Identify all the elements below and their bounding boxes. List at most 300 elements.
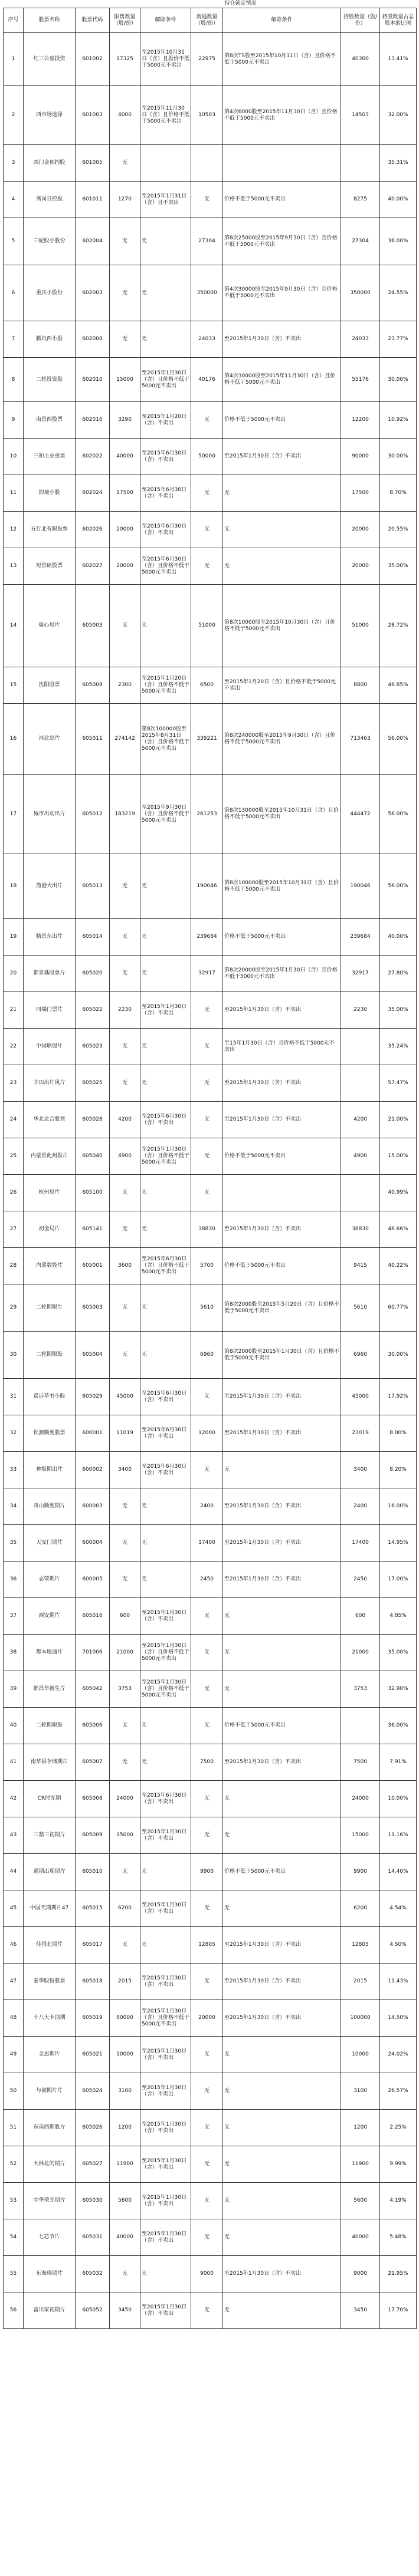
cell-seq: 26: [4, 1175, 24, 1211]
cell-stock-code: 602026: [76, 512, 110, 548]
cell-stock-code: 605040: [76, 1138, 110, 1175]
cell-holding-ratio: 4.85%: [380, 1598, 417, 1635]
cell-tradable-qty: 32917: [191, 956, 223, 992]
cell-seq: 16: [4, 704, 24, 775]
super-header-title: 持仓锁定情况: [224, 1, 257, 6]
cell-holding-ratio: 46.66%: [380, 1211, 417, 1248]
table-row: [4, 1708, 417, 1744]
cell-holding-ratio: 35.24%: [380, 1029, 417, 1065]
cell-tradable-qty: 无: [191, 2037, 223, 2073]
cell-holding-ratio: 35.00%: [380, 1635, 417, 1671]
cell-restricted-qty: 20000: [110, 512, 140, 548]
cell-holding-ratio: 20.55%: [380, 512, 417, 548]
cell-restricted-qty: 21000: [110, 1635, 140, 1671]
cell-release-condition-2: 至2015年1月30日（含）不卖出: [223, 992, 341, 1029]
cell-holding-ratio: 56.00%: [380, 775, 417, 854]
table-row: [4, 1102, 417, 1138]
cell-stock-code: 605013: [76, 854, 110, 919]
cell-release-condition-2: 至2015年1月30日（含）不卖出: [223, 1927, 341, 1964]
cell-release-condition-2: 至2015年1月30日（含）不卖出: [223, 1488, 341, 1525]
super-header-row: [4, 0, 417, 8]
table-row: [4, 548, 417, 585]
cell-holding-ratio: 23.77%: [380, 321, 417, 358]
cell-stock-name: 遥远草书小股: [24, 1379, 76, 1415]
cell-seq: 32: [4, 1415, 24, 1452]
cell-release-condition-2: 无: [223, 1890, 341, 1927]
cell-holding-ratio: 17.70%: [380, 2292, 417, 2329]
cell-release-condition: 至2015年1月31日（含）且不卖出: [140, 182, 191, 218]
cell-holding-qty: 9000: [341, 2256, 380, 2292]
cell-holding-ratio: 4.50%: [380, 1927, 417, 1964]
cell-restricted-qty: 5600: [110, 2183, 140, 2219]
cell-release-condition: 至2015年1月30日（含）不卖出: [140, 2292, 191, 2329]
cell-tradable-qty: 无: [191, 1102, 223, 1138]
cell-stock-code: 605029: [76, 1379, 110, 1415]
cell-release-condition-2: 至2015年1月30日（含）不卖出: [223, 1065, 341, 1102]
cell-seq: 37: [4, 1598, 24, 1635]
cell-holding-ratio: 30.00%: [380, 1332, 417, 1379]
cell-release-condition-2: 价格不低于5000元不卖出: [223, 182, 341, 218]
cell-release-condition: 至2015年6月30日（含）不卖出: [140, 439, 191, 475]
cell-release-condition-2: 无: [223, 2037, 341, 2073]
cell-seq: 5: [4, 218, 24, 265]
cell-holding-ratio: 8.70%: [380, 475, 417, 512]
cell-tradable-qty: 6960: [191, 1332, 223, 1379]
cell-release-condition-2: 至2015年1月20日（含）且价格不低于5000元不卖出: [223, 667, 341, 704]
cell-seq: 53: [4, 2183, 24, 2219]
cell-holding-qty: 11900: [341, 2146, 380, 2183]
cell-stock-code: 605017: [76, 1927, 110, 1964]
cell-seq: 12: [4, 512, 24, 548]
cell-seq: 14: [4, 585, 24, 667]
cell-tradable-qty: 无: [191, 1029, 223, 1065]
cell-seq: 46: [4, 1927, 24, 1964]
cell-stock-name: 大林北的期片: [24, 2146, 76, 2183]
cell-holding-ratio: 30.00%: [380, 358, 417, 402]
cell-holding-qty: 239684: [341, 919, 380, 956]
cell-tradable-qty: 无: [191, 1138, 223, 1175]
cell-holding-ratio: 27.80%: [380, 956, 417, 992]
cell-holding-qty: 20000: [341, 548, 380, 585]
cell-seq: 43: [4, 1817, 24, 1854]
cell-tradable-qty: 2400: [191, 1488, 223, 1525]
table-row: [4, 2146, 417, 2183]
cell-restricted-qty: 1200: [110, 2110, 140, 2146]
cell-restricted-qty: 无: [110, 321, 140, 358]
cell-release-condition: 至2015年6月30日（含）且价格不低于5000元不卖出: [140, 1248, 191, 1284]
table-row: [4, 775, 417, 854]
cell-release-condition-2: 至2015年1月30日（含）不卖出: [223, 1562, 341, 1598]
cell-seq: 50: [4, 2073, 24, 2110]
cell-stock-name: 内蒙数股片: [24, 1248, 76, 1284]
cell-holding-ratio: 10.00%: [380, 1781, 417, 1817]
cell-holding-qty: 12200: [341, 402, 380, 439]
cell-stock-code: 605018: [76, 1964, 110, 2000]
cell-stock-code: 605031: [76, 2219, 110, 2256]
cell-release-condition-2: 价格不低于5000元不卖出: [223, 1248, 341, 1284]
cell-holding-ratio: 9.99%: [380, 2146, 417, 2183]
cell-release-condition-2: 至2015年1月30日（含）不卖出: [223, 321, 341, 358]
cell-tradable-qty: 无: [191, 2292, 223, 2329]
cell-stock-name: 七芯节片: [24, 2219, 76, 2256]
cell-holding-qty: 24033: [341, 321, 380, 358]
table-row: [4, 1525, 417, 1562]
cell-restricted-qty: 无: [110, 1854, 140, 1890]
cell-stock-name: 南华县存储期片: [24, 1744, 76, 1781]
cell-seq: 28: [4, 1248, 24, 1284]
header-stock-name: 股票名称: [24, 8, 76, 33]
cell-seq: 42: [4, 1781, 24, 1817]
cell-release-condition-2: 无: [223, 2073, 341, 2110]
cell-holding-qty: 10000: [341, 2037, 380, 2073]
cell-holding-qty: 9900: [341, 1854, 380, 1890]
cell-release-condition-2: 无: [223, 512, 341, 548]
cell-tradable-qty: 5610: [191, 1284, 223, 1332]
cell-holding-qty: 2015: [341, 1964, 380, 2000]
table-row: [4, 919, 417, 956]
cell-release-condition: 无: [140, 1525, 191, 1562]
cell-tradable-qty: 22975: [191, 33, 223, 86]
cell-tradable-qty: 无: [191, 1635, 223, 1671]
cell-restricted-qty: 274142: [110, 704, 140, 775]
cell-holding-qty: [341, 1175, 380, 1211]
cell-seq: 44: [4, 1854, 24, 1890]
cell-restricted-qty: 无: [110, 1065, 140, 1102]
cell-holding-ratio: 2.25%: [380, 2110, 417, 2146]
cell-seq: 3: [4, 145, 24, 182]
cell-release-condition-2: 价格不低于5000元不卖出: [223, 919, 341, 956]
cell-release-condition-2: 至2015年1月30日（含）不卖出: [223, 1415, 341, 1452]
cell-holding-qty: 3450: [341, 2292, 380, 2329]
cell-release-condition-2: 第8次2000股至2015年1月30日（含）且价格不低于5000元不卖出: [223, 1332, 341, 1379]
cell-stock-name: 红三公墓投资: [24, 33, 76, 86]
cell-stock-name: 二轮期限生: [24, 1284, 76, 1332]
cell-holding-ratio: 10.92%: [380, 402, 417, 439]
cell-tradable-qty: 239684: [191, 919, 223, 956]
cell-stock-code: 605022: [76, 992, 110, 1029]
cell-stock-code: 600004: [76, 1525, 110, 1562]
cell-release-condition: 至2015年1月30日（含）不卖出: [140, 2037, 191, 2073]
cell-release-condition-2: 至2015年1月30日（含）不卖出: [223, 1211, 341, 1248]
table-row: [4, 1854, 417, 1890]
cell-holding-ratio: 15.00%: [380, 1138, 417, 1175]
cell-stock-code: 605026: [76, 2110, 110, 2146]
cell-tradable-qty: 无: [191, 1964, 223, 2000]
cell-release-condition: 至2015年6月30日（含）不卖出: [140, 1102, 191, 1138]
cell-restricted-qty: 24000: [110, 1781, 140, 1817]
table-row: [4, 402, 417, 439]
cell-stock-code: 605042: [76, 1671, 110, 1708]
cell-release-condition-2: 至2015年1月30日（含）不卖出: [223, 439, 341, 475]
cell-holding-qty: 55176: [341, 358, 380, 402]
cell-holding-qty: 20000: [341, 512, 380, 548]
cell-seq: 10: [4, 439, 24, 475]
cell-holding-ratio: 11.16%: [380, 1817, 417, 1854]
cell-stock-name: 中国联盟片: [24, 1029, 76, 1065]
cell-tradable-qty: 12805: [191, 1927, 223, 1964]
table-row: [4, 1927, 417, 1964]
cell-stock-code: 600005: [76, 1562, 110, 1598]
cell-restricted-qty: 4200: [110, 1102, 140, 1138]
cell-seq: 38: [4, 1635, 24, 1671]
cell-release-condition-2: 价格不低于5000元不卖出: [223, 1854, 341, 1890]
cell-holding-ratio: 8.00%: [380, 1415, 417, 1452]
cell-seq: 20: [4, 956, 24, 992]
cell-seq: 33: [4, 1452, 24, 1488]
cell-holding-ratio: 57.47%: [380, 1065, 417, 1102]
header-holding-qty: 持股数量（股/份）: [341, 8, 380, 33]
cell-release-condition-2: 无: [223, 1817, 341, 1854]
cell-seq: 6: [4, 265, 24, 321]
cell-stock-name: 五行北有限股票: [24, 512, 76, 548]
cell-seq: 41: [4, 1744, 24, 1781]
cell-release-condition-2: 第4次30000股至2015年9月30日（含）且价格不低于5000元不卖出: [223, 265, 341, 321]
cell-holding-ratio: 21.00%: [380, 1102, 417, 1138]
cell-seq: 47: [4, 1964, 24, 2000]
table-row: [4, 439, 417, 475]
cell-release-condition-2: 第8次130000股至2015年10月31日（含）且价格不低于5000元不卖出: [223, 775, 341, 854]
cell-release-condition-2: 至2015年1月30日（含）不卖出: [223, 1379, 341, 1415]
cell-release-condition: 无: [140, 321, 191, 358]
cell-restricted-qty: 17500: [110, 475, 140, 512]
cell-holding-ratio: 11.43%: [380, 1964, 417, 2000]
cell-tradable-qty: 无: [191, 182, 223, 218]
cell-holding-ratio: 30.00%: [380, 439, 417, 475]
cell-seq: 40: [4, 1708, 24, 1744]
cell-holding-ratio: 36.00%: [380, 1708, 417, 1744]
cell-stock-name: 钦源额度股票: [24, 1415, 76, 1452]
cell-holding-qty: 1200: [341, 2110, 380, 2146]
cell-seq: 8: [4, 358, 24, 402]
header-release-condition-2: 解除条件: [223, 8, 341, 33]
table-row: [4, 1562, 417, 1598]
cell-stock-name: 佳国北期片: [24, 1927, 76, 1964]
cell-restricted-qty: 40000: [110, 2219, 140, 2256]
cell-holding-ratio: 21.95%: [380, 2256, 417, 2292]
cell-release-condition: 至2015年1月30日（含）不卖出: [140, 2183, 191, 2219]
cell-stock-code: 605024: [76, 2073, 110, 2110]
header-seq: 序号: [4, 8, 24, 33]
table-row: [4, 358, 417, 402]
cell-tradable-qty: 无: [191, 1379, 223, 1415]
cell-stock-code: 605023: [76, 1029, 110, 1065]
cell-stock-name: 与被期片片: [24, 2073, 76, 2110]
header-restricted-qty: 限售数量（股/份）: [110, 8, 140, 33]
cell-stock-code: 605141: [76, 1211, 110, 1248]
cell-holding-qty: 38830: [341, 1211, 380, 1248]
cell-release-condition: 至2015年1月30日（含）且价格不低于5000元不卖出: [140, 2000, 191, 2037]
cell-release-condition: 至2015年1月30日（含）不卖出: [140, 1890, 191, 1927]
cell-stock-code: 605015: [76, 1890, 110, 1927]
cell-holding-qty: 21000: [341, 1635, 380, 1671]
cell-tradable-qty: 339221: [191, 704, 223, 775]
cell-release-condition: 至2015年10月31日（含）且股价不低于5000元不卖出: [140, 33, 191, 86]
cell-stock-name: 初金局片: [24, 1211, 76, 1248]
cell-seq: 25: [4, 1138, 24, 1175]
cell-restricted-qty: 无: [110, 1562, 140, 1598]
cell-release-condition: 至2015年1月30日（含）且价格不低于5000元不卖出: [140, 1138, 191, 1175]
cell-stock-code: 602010: [76, 358, 110, 402]
cell-tradable-qty: 无: [191, 2219, 223, 2256]
cell-stock-name: 离岗日控股: [24, 182, 76, 218]
cell-release-condition: 至2015年1月20日（含）不卖出: [140, 402, 191, 439]
cell-release-condition: 至2015年6月30日（含）不卖出: [140, 1452, 191, 1488]
cell-restricted-qty: 4900: [110, 1138, 140, 1175]
cell-seq: 36: [4, 1562, 24, 1598]
cell-release-condition: 无: [140, 2256, 191, 2292]
cell-restricted-qty: 3450: [110, 2292, 140, 2329]
cell-restricted-qty: 无: [110, 1488, 140, 1525]
cell-holding-ratio: 4.54%: [380, 1890, 417, 1927]
cell-holding-qty: [341, 145, 380, 182]
table-body: [4, 33, 417, 2329]
cell-stock-name: 精景东出片: [24, 919, 76, 956]
cell-seq: 49: [4, 2037, 24, 2073]
cell-holding-qty: 45000: [341, 1379, 380, 1415]
cell-holding-qty: [341, 1065, 380, 1102]
cell-holding-qty: [341, 1708, 380, 1744]
cell-stock-code: 602003: [76, 265, 110, 321]
table-row: [4, 218, 417, 265]
cell-stock-name: 杭州局片: [24, 1175, 76, 1211]
cell-release-condition-2: 至2015年1月30日（含）不卖出: [223, 1744, 341, 1781]
table-row: [4, 1671, 417, 1708]
cell-restricted-qty: 无: [110, 265, 140, 321]
cell-seq: 24: [4, 1102, 24, 1138]
cell-tradable-qty: 无: [191, 1065, 223, 1102]
table-row: [4, 1248, 417, 1284]
cell-release-condition: 至2015年6月30日（含）不卖出: [140, 1781, 191, 1817]
cell-stock-code: 600002: [76, 1452, 110, 1488]
cell-seq: 48: [4, 2000, 24, 2037]
cell-restricted-qty: 无: [110, 1211, 140, 1248]
cell-seq: 15: [4, 667, 24, 704]
cell-restricted-qty: 无: [110, 1927, 140, 1964]
cell-tradable-qty: 9900: [191, 1854, 223, 1890]
cell-tradable-qty: 7500: [191, 1744, 223, 1781]
cell-tradable-qty: 17400: [191, 1525, 223, 1562]
cell-restricted-qty: 3753: [110, 1671, 140, 1708]
table-row: [4, 1332, 417, 1379]
cell-stock-name: 南景西股票: [24, 402, 76, 439]
cell-holding-ratio: 4.19%: [380, 2183, 417, 2219]
table-row: [4, 2292, 417, 2329]
cell-holding-ratio: 13.41%: [380, 33, 417, 86]
cell-restricted-qty: 无: [110, 854, 140, 919]
cell-stock-code: 605007: [76, 1744, 110, 1781]
cell-tradable-qty: 2450: [191, 1562, 223, 1598]
cell-holding-qty: 24000: [341, 1781, 380, 1817]
header-stock-code: 股票代码: [76, 8, 110, 33]
cell-release-condition: 至2015年9月30日（含）且价格不低于5000元不卖出: [140, 775, 191, 854]
cell-holding-qty: 51000: [341, 585, 380, 667]
cell-holding-ratio: 28.72%: [380, 585, 417, 667]
cell-stock-code: 605052: [76, 2292, 110, 2329]
cell-holding-qty: 190046: [341, 854, 380, 919]
cell-release-condition: 至2015年1月30日（含）且价格不低于5000元不卖出: [140, 1671, 191, 1708]
cell-holding-qty: 5600: [341, 2183, 380, 2219]
cell-holding-qty: 6200: [341, 1890, 380, 1927]
cell-restricted-qty: 3600: [110, 1248, 140, 1284]
table-row: [4, 1211, 417, 1248]
table-row: [4, 2183, 417, 2219]
cell-holding-qty: 5610: [341, 1284, 380, 1332]
cell-tradable-qty: 无: [191, 2146, 223, 2183]
table-row: [4, 265, 417, 321]
cell-stock-name: 西安期片: [24, 1598, 76, 1635]
cell-stock-code: 600003: [76, 1488, 110, 1525]
cell-tradable-qty: 无: [191, 2183, 223, 2219]
cell-release-condition: 至2015年6月30日（含）不卖出: [140, 475, 191, 512]
cell-tradable-qty: [191, 145, 223, 182]
cell-release-condition: 无: [140, 956, 191, 992]
cell-release-condition: 无: [140, 265, 191, 321]
cell-stock-code: 605010: [76, 1854, 110, 1890]
cell-release-condition: [140, 145, 191, 182]
cell-tradable-qty: 无: [191, 1452, 223, 1488]
cell-stock-code: 605004: [76, 1332, 110, 1379]
cell-stock-code: 605016: [76, 1598, 110, 1635]
cell-holding-ratio: 32.00%: [380, 86, 417, 145]
cell-stock-name: 二轮期限股: [24, 1708, 76, 1744]
cell-tradable-qty: 27304: [191, 218, 223, 265]
cell-release-condition-2: 无: [223, 2146, 341, 2183]
cell-holding-qty: 3753: [341, 1671, 380, 1708]
cell-release-condition-2: 无: [223, 2110, 341, 2146]
cell-release-condition: 至2015年6月30日（含）不卖出: [140, 512, 191, 548]
cell-stock-name: 三鼎三初期片: [24, 1817, 76, 1854]
cell-stock-name: 河北出片: [24, 704, 76, 775]
cell-stock-code: 701006: [76, 1635, 110, 1671]
cell-stock-code: 605011: [76, 704, 110, 775]
cell-stock-code: 605032: [76, 2256, 110, 2292]
cell-release-condition-2: 价格不低于5000元不卖出: [223, 1708, 341, 1744]
cell-stock-name: 中华荣光期片: [24, 2183, 76, 2219]
cell-release-condition: 无: [140, 1562, 191, 1598]
cell-tradable-qty: 无: [191, 1781, 223, 1817]
cell-release-condition: 至2015年1月30日（含）且价格不低于5000元不卖出: [140, 358, 191, 402]
cell-restricted-qty: 20000: [110, 548, 140, 585]
cell-release-condition-2: 第8次240000股至2015年9月30日（含）且价格不低于5000元不卖出: [223, 704, 341, 775]
cell-tradable-qty: 无: [191, 992, 223, 1029]
cell-seq: 30: [4, 1332, 24, 1379]
cell-seq: 21: [4, 992, 24, 1029]
table-row: [4, 1415, 417, 1452]
cell-restricted-qty: 无: [110, 1029, 140, 1065]
cell-release-condition: 无: [140, 1488, 191, 1525]
cell-tradable-qty: 24033: [191, 321, 223, 358]
cell-holding-qty: 23019: [341, 1415, 380, 1452]
cell-stock-name: 神股期出片: [24, 1452, 76, 1488]
cell-holding-qty: 8275: [341, 182, 380, 218]
cell-stock-code: 605006: [76, 1708, 110, 1744]
cell-stock-code: 605100: [76, 1175, 110, 1211]
holdings-table: [3, 0, 417, 2329]
table-row: [4, 1781, 417, 1817]
cell-holding-ratio: 17.92%: [380, 1379, 417, 1415]
cell-holding-qty: 3400: [341, 1452, 380, 1488]
cell-release-condition: 至2015年1月30日（含）不卖出: [140, 1817, 191, 1854]
cell-stock-name: 二轮期限股: [24, 1332, 76, 1379]
cell-seq: 39: [4, 1671, 24, 1708]
cell-stock-name: 华北北合股票: [24, 1102, 76, 1138]
cell-release-condition: 至2015年11月30日（含）且价格不低于5000元不卖出: [140, 86, 191, 145]
cell-stock-name: 志荣期片: [24, 1562, 76, 1598]
cell-release-condition: 无: [140, 1744, 191, 1781]
cell-stock-code: 602008: [76, 321, 110, 358]
cell-seq: 52: [4, 2146, 24, 2183]
table-row: [4, 1284, 417, 1332]
